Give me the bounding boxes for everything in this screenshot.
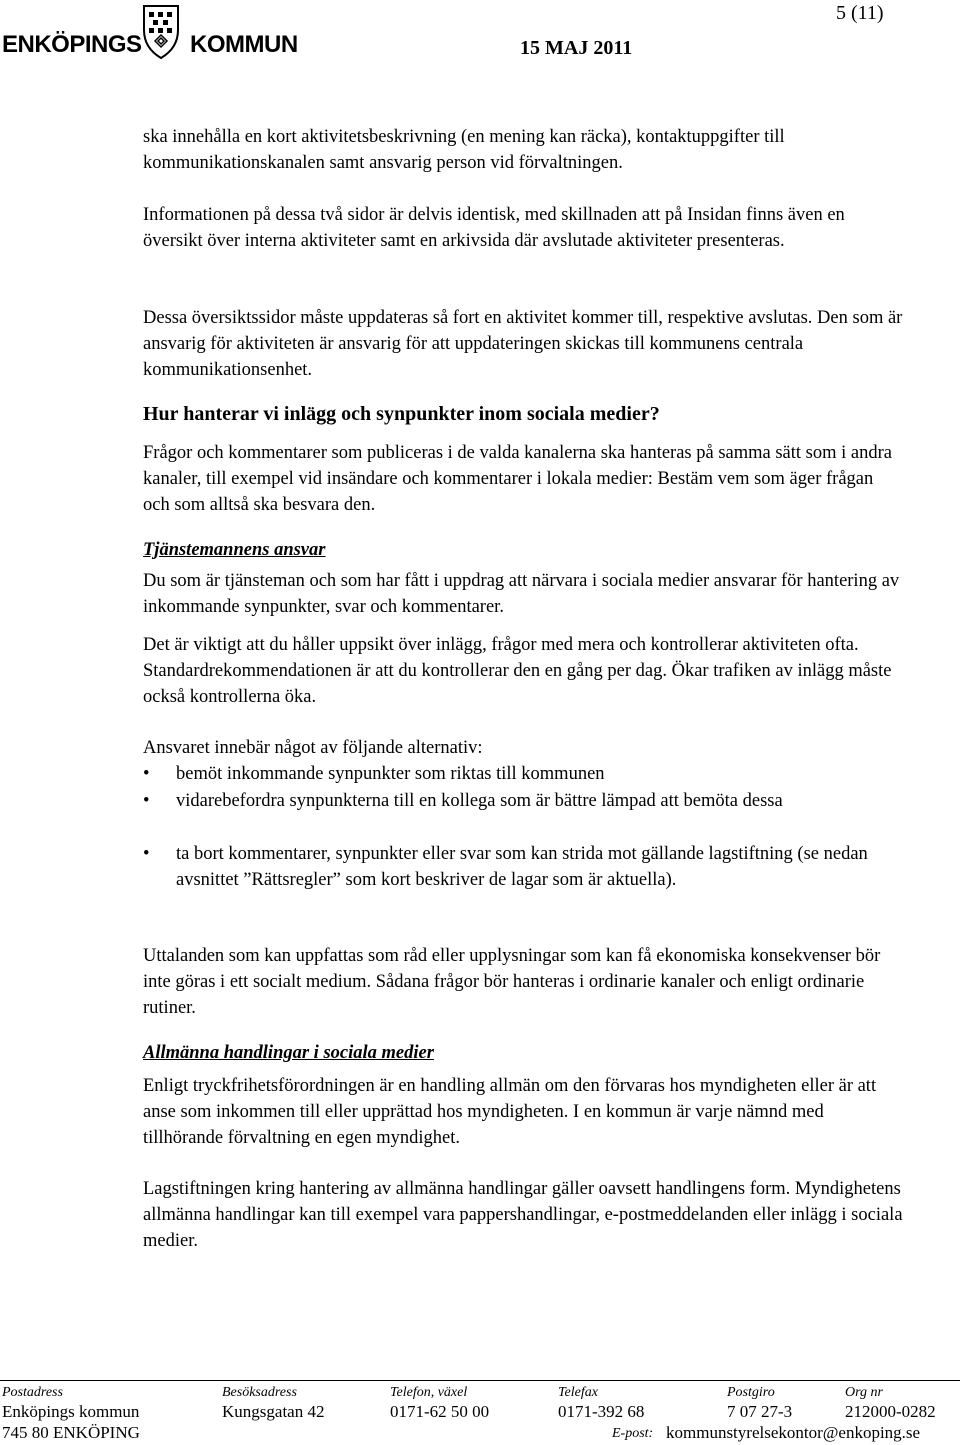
- postadress-label: Postadress: [2, 1385, 63, 1400]
- coat-of-arms-icon: [138, 2, 184, 62]
- postadress-line1: Enköpings kommun: [2, 1402, 140, 1421]
- logo-text-left: ENKÖPINGS: [2, 31, 142, 58]
- footer-divider: [0, 1380, 960, 1381]
- postadress-line2: 745 80 ENKÖPING: [2, 1423, 140, 1442]
- paragraph-1: ska innehålla en kort aktivitetsbeskrivning (en mening kan räcka), kontaktuppgifter till kommunikationskanalen samt ansvarig person vid förvaltningen.: [143, 127, 785, 173]
- telefax-value: 0171-392 68: [558, 1402, 645, 1421]
- paragraph-5: Du som är tjänsteman och som har fått i uppdrag att närvara i sociala medier ansvarar för hantering av inkommande synpunkter, svar och kommentarer.: [143, 571, 900, 617]
- section-heading: Hur hanterar vi inlägg och synpunkter inom sociala medier?: [143, 403, 660, 425]
- municipality-logo: [0, 0, 300, 62]
- bullet-icon: •: [143, 791, 150, 811]
- orgnr-value: 212000-0282: [845, 1402, 936, 1421]
- paragraph-9: Enligt tryckfrihetsförordningen är en handling allmän om den förvaras hos myndigheten eller är att anse som inkommen till eller upprättad hos myndigheten. I en kommun är varje nämnd med tillhörande förvaltning en egen myndighet.: [143, 1076, 877, 1148]
- telefon-label: Telefon, växel: [390, 1385, 468, 1400]
- paragraph-7: Ansvaret innebär något av följande alternativ:: [143, 738, 483, 758]
- besoksadress-value: Kungsgatan 42: [222, 1402, 325, 1421]
- besoksadress-label: Besöksadress: [222, 1385, 297, 1400]
- document-date: 15 MAJ 2011: [520, 37, 633, 59]
- paragraph-6: Det är viktigt att du håller uppsikt över inlägg, frågor med mera och kontrollerar aktiviteten ofta. Standardrekommendationen är att du kontrollerar den en gång per dag. Ökar trafiken av inlägg måste också kontrollerna öka.: [143, 635, 892, 707]
- paragraph-2: Informationen på dessa två sidor är delvis identisk, med skillnaden att på Insidan finns även en översikt över interna aktiviteter samt en arkivsida där avslutade aktiviteter presenteras.: [143, 205, 845, 251]
- telefax-label: Telefax: [558, 1385, 598, 1400]
- page-number: 5 (11): [836, 2, 884, 24]
- paragraph-4: Frågor och kommentarer som publiceras i de valda kanalerna ska hanteras på samma sätt som i andra kanaler, till exempel vid insändare och kommentarer i lokala medier: Bestäm vem som äger frågan och som alltså ska besvara den.: [143, 443, 892, 515]
- epost-label: E-post:: [612, 1426, 654, 1441]
- bullet-icon: •: [143, 844, 150, 864]
- paragraph-3: Dessa översiktssidor måste uppdateras så fort en aktivitet kommer till, respektive avslutas. Den som är ansvarig för aktiviteten är ansvarig för att uppdateringen skickas till kommunens centrala kommunikationsenhet.: [143, 308, 903, 380]
- postgiro-label: Postgiro: [727, 1385, 775, 1400]
- orgnr-label: Org nr: [845, 1385, 883, 1400]
- paragraph-10: Lagstiftningen kring hantering av allmänna handlingar gäller oavsett handlingens form. Myndighetens allmänna handlingar kan till exempel vara pappershandlingar, e-postmeddelanden eller inlägg i sociala medier.: [143, 1179, 903, 1251]
- telefon-value: 0171-62 50 00: [390, 1402, 490, 1421]
- subheading-allmanna-handlingar: Allmänna handlingar i sociala medier: [143, 1043, 434, 1063]
- epost-value[interactable]: kommunstyrelsekontor@enkoping.se: [666, 1423, 921, 1442]
- paragraph-8: Uttalanden som kan uppfattas som råd eller upplysningar som kan få ekonomiska konsekvenser bör inte göras i ett socialt medium. Sådana frågor bör hanteras i ordinarie kanaler och enligt ordinarie rutiner.: [143, 946, 881, 1018]
- logo-text-right: KOMMUN: [190, 31, 298, 58]
- subheading-tjanstemannens-ansvar: Tjänstemannens ansvar: [143, 540, 326, 560]
- postgiro-value: 7 07 27-3: [727, 1402, 793, 1421]
- bullet-icon: •: [143, 764, 150, 784]
